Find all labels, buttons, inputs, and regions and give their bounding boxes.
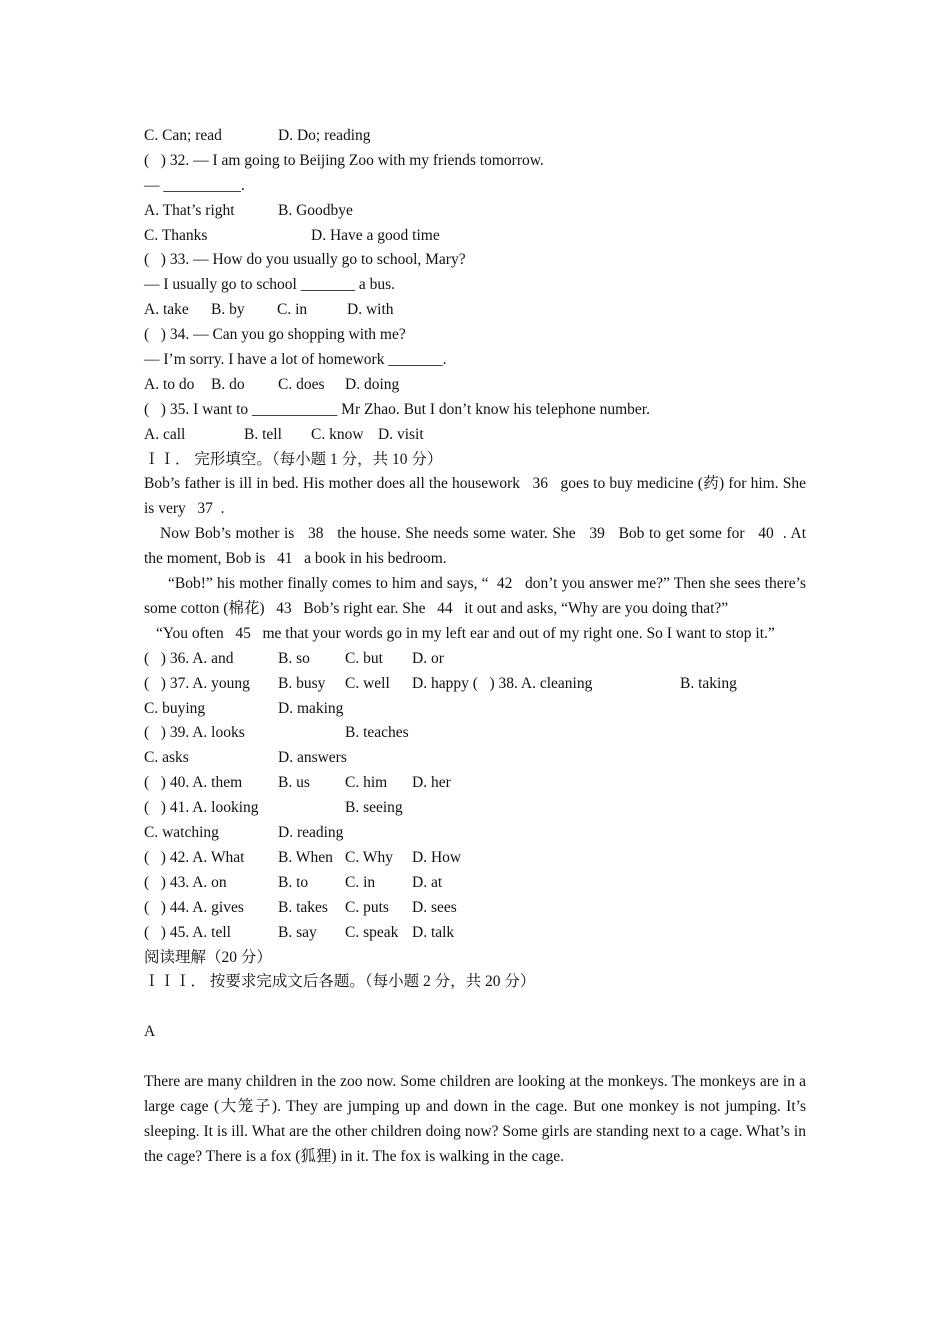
option-row [144,224,806,249]
option-d: D. with [347,301,394,319]
option-row [144,298,806,323]
question-41: ( ) 41. A. looking B. seeing [144,799,403,817]
option-c: C. Can; read [144,127,222,144]
reading-passage-a: There are many children in the zoo now. Some children are looking at the monkeys. The monkeys are in a large cage (大笼子). They are jumping up and down in the cage. But one monkey is not jumping. It’s sleeping. It is ill. What are the other children doing now? Some girls are standing next to a cage. What’s in the cage? There is a fox (狐狸) in it. The fox is walking in the cage. [144,1072,806,1165]
answer-line: — I’m sorry. I have a lot of homework _______. [144,351,447,369]
option-a: A. That’s right [144,201,235,219]
question-35: ( ) 35. I want to ___________ Mr Zhao. But I don’t know his telephone number. [144,400,650,418]
option-a: A. call [144,425,186,443]
section-heading-reading: 阅读理解（20 分） [144,948,272,966]
question-37-38: ( ) 37. A. young B. busy C. well D. happy ( ) 38. A. cleaning B. taking [144,674,737,692]
question-42: ( ) 42. A. What B. When C. Why D. How [144,848,462,866]
option-b: B. do [211,375,245,393]
spacer [144,995,806,1020]
option-c: C. Thanks [144,226,208,244]
question-43: ( ) 43. A. on B. to C. in D. at [144,873,443,891]
cloze-paragraph-3: “Bob!” his mother finally comes to him and says, “ 42 don’t you answer me?” Then she sees there’s some cotton (棉花) 43 Bob’s right ear. She 44 it out and asks, “Why are you doing that?” [144,575,806,617]
option-row [144,124,806,149]
spacer [144,1045,806,1070]
option-c: C. in [277,301,308,319]
option-b: B. Goodbye [278,201,353,219]
option-d: D. visit [378,425,424,443]
question-39-options: C. asks D. answers [144,749,347,767]
option-b: B. by [211,301,245,319]
option-c: C. does [278,375,325,393]
option-b: B. tell [244,425,282,443]
section-heading-iii: ＩＩＩ． 按要求完成文后各题。（每小题 2 分，共 20 分） [144,973,536,991]
option-row [144,199,806,224]
option-a: A. to do [144,375,195,393]
question-44: ( ) 44. A. gives B. takes C. puts D. sees [144,898,457,916]
cloze-paragraph-4: “You often 45 me that your words go in my left ear and out of my right one. So I want to stop it.” [156,624,775,642]
option-c: C. know [311,425,364,443]
question-36: ( ) 36. A. and B. so C. but D. or [144,649,444,667]
question-40: ( ) 40. A. them B. us C. him D. her [144,774,451,792]
question-41-options: C. watching D. reading [144,824,344,842]
cloze-paragraph-2: Now Bob’s mother is 38 the house. She needs some water. She 39 Bob to get some for 40 . At the moment, Bob is 41 a book in his bedroom. [144,525,806,568]
question-38-options: C. buying D. making [144,699,344,717]
answer-line: — I usually go to school _______ a bus. [144,276,395,294]
section-heading-ii: ＩＩ． 完形填空。（每小题 1 分，共 10 分） [144,450,443,468]
option-d: D. Do; reading [278,127,371,144]
option-row [144,423,806,448]
question-45: ( ) 45. A. tell B. say C. speak D. talk [144,923,455,941]
question-33: ( ) 33. — How do you usually go to school, Mary? [144,251,466,269]
cloze-paragraph-1: Bob’s father is ill in bed. His mother does all the housework 36 goes to buy medicine (药) for him. She is very 37 . [144,475,806,518]
option-a: A. take [144,301,189,319]
option-d: D. Have a good time [311,226,440,244]
question-32: ( ) 32. — I am going to Beijing Zoo with my friends tomorrow. [144,151,544,169]
passage-label: A [144,1023,156,1041]
document-page [144,124,806,1170]
answer-line: — __________. [144,176,245,194]
question-39: ( ) 39. A. looks B. teaches [144,724,409,742]
option-d: D. doing [345,375,400,393]
option-row [144,373,806,398]
question-34: ( ) 34. — Can you go shopping with me? [144,326,406,344]
